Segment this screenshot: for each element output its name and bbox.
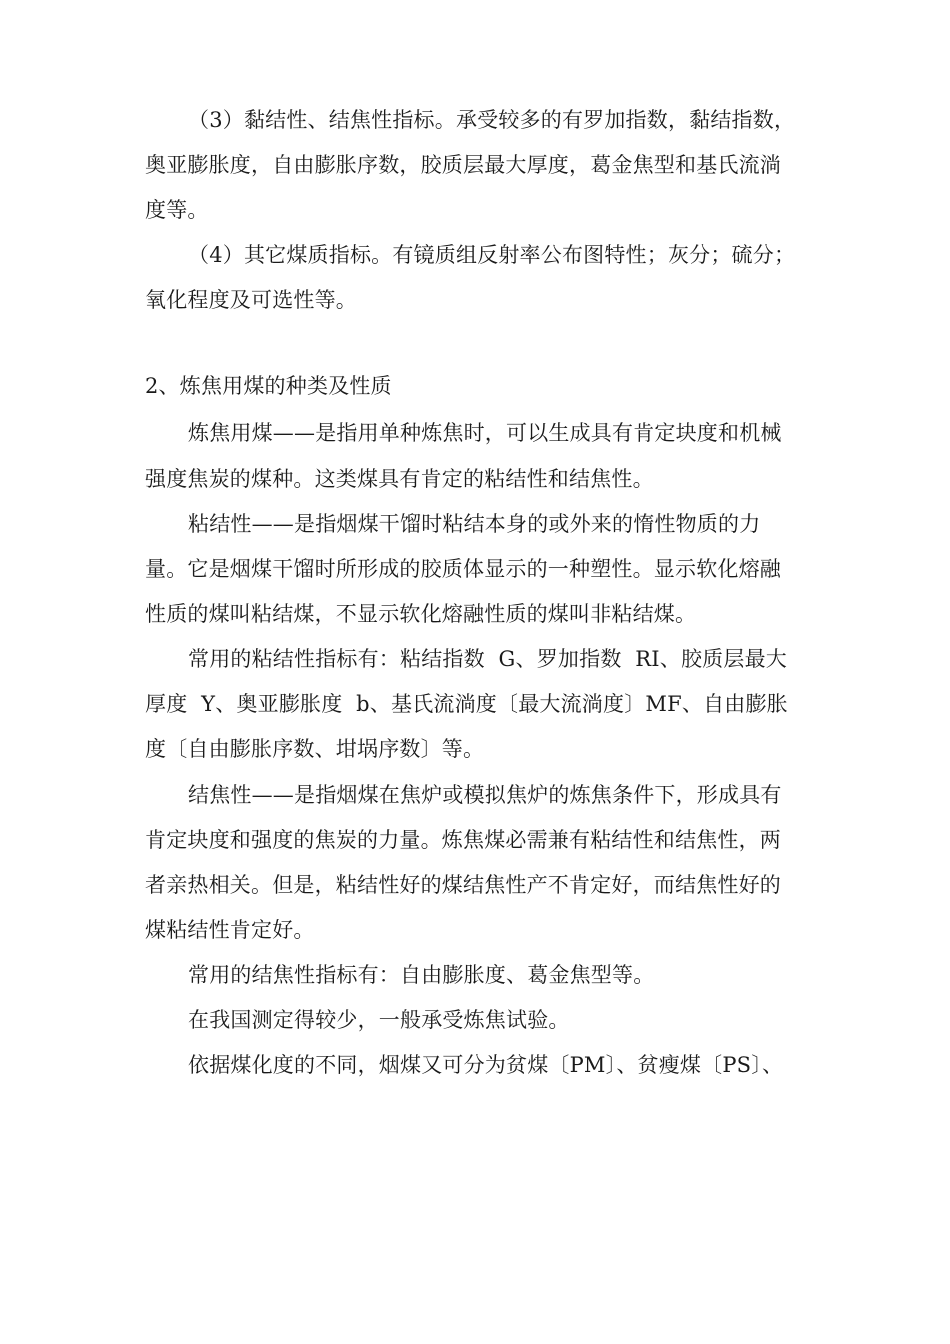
test-line: 在我国测定得较少，一般承受炼焦试验。 — [188, 1008, 570, 1032]
coking-property-line-1: 结焦性——是指烟煤在焦炉或模拟焦炉的炼焦条件下，形成具有 — [188, 783, 782, 807]
caking-index-line-1: 常用的粘结性指标有：粘结指数 G、罗加指数 RI、胶质层最大 — [188, 647, 787, 671]
coking-coal-line-1: 炼焦用煤——是指用单种炼焦时，可以生成具有肯定块度和机械 — [188, 421, 782, 445]
section-heading: 2、炼焦用煤的种类及性质 — [145, 374, 392, 398]
caking-line-3: 性质的煤叫粘结煤，不显示软化熔融性质的煤叫非粘结煤。 — [145, 602, 697, 626]
para-4-line-1: （4）其它煤质指标。有镜质组反射率公布图特性；灰分；硫分； — [188, 243, 796, 267]
coking-property-line-3: 者亲热相关。但是，粘结性好的煤结焦性产不肯定好，而结焦性好的 — [145, 873, 781, 897]
coking-coal-line-2: 强度焦炭的煤种。这类煤具有肯定的粘结性和结焦性。 — [145, 467, 654, 491]
para-3-line-2: 奥亚膨胀度，自由膨胀序数，胶质层最大厚度，葛金焦型和基氏流淌 — [145, 153, 781, 177]
coking-property-line-4: 煤粘结性肯定好。 — [145, 918, 315, 942]
coking-index-line: 常用的结焦性指标有：自由膨胀度、葛金焦型等。 — [188, 963, 655, 987]
caking-index-line-2: 厚度 Y、奥亚膨胀度 b、基氏流淌度〔最大流淌度〕MF、自由膨胀 — [145, 692, 788, 716]
classification-line: 依据煤化度的不同，烟煤又可分为贫煤〔PM〕、贫瘦煤〔PS〕、 — [188, 1053, 784, 1077]
caking-line-2: 量。它是烟煤干馏时所形成的胶质体显示的一种塑性。显示软化熔融 — [145, 557, 781, 581]
caking-index-line-3: 度〔自由膨胀序数、坩埚序数〕等。 — [145, 737, 485, 761]
coking-property-line-2: 肯定块度和强度的焦炭的力量。炼焦煤必需兼有粘结性和结焦性，两 — [145, 828, 781, 852]
caking-line-1: 粘结性——是指烟煤干馏时粘结本身的或外来的惰性物质的力 — [188, 512, 761, 536]
para-3-line-3: 度等。 — [145, 198, 209, 222]
para-4-line-2: 氧化程度及可选性等。 — [145, 288, 357, 312]
para-3-line-1: （3）黏结性、结焦性指标。承受较多的有罗加指数，黏结指数， — [188, 108, 796, 132]
